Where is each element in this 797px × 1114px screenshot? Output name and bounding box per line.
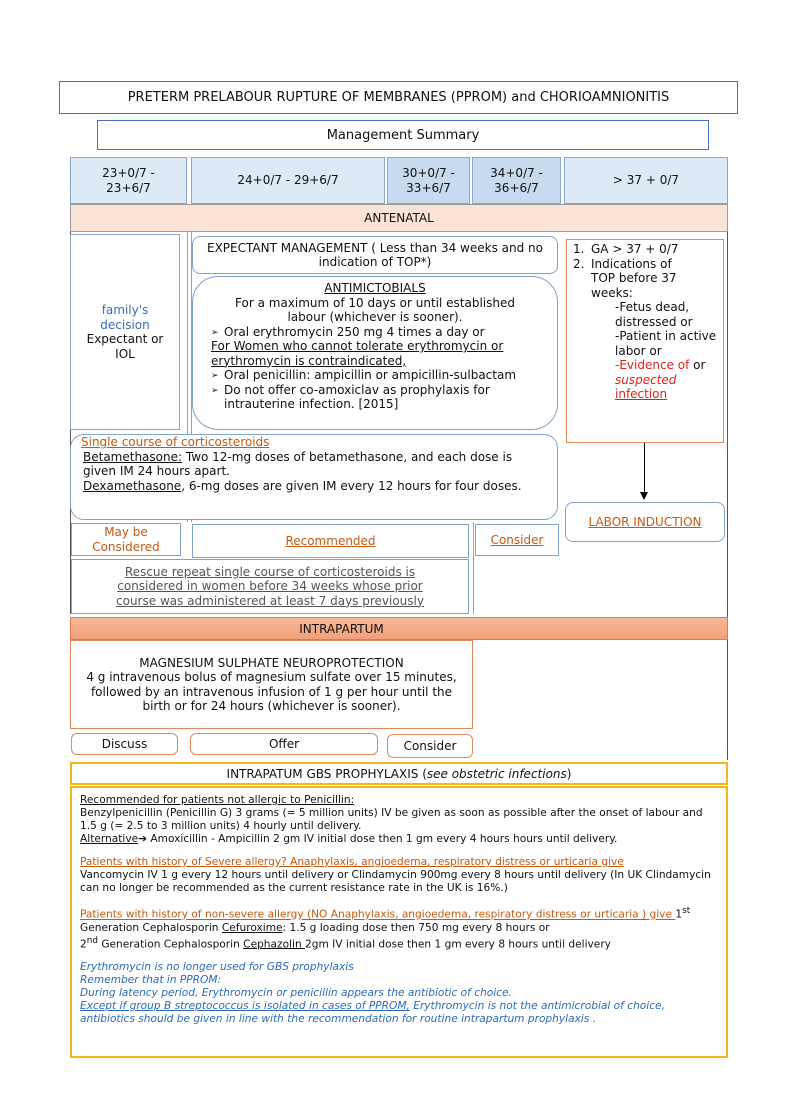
cephazolin-label: Cephazolin	[243, 938, 306, 951]
betamethasone-text: Two 12-mg doses of betamethasone, and each dose is given IM 24 hours apart.	[83, 449, 513, 478]
recommendation-discuss: Discuss	[71, 733, 178, 755]
gbs-non-allergic-text: Benzylpenicillin (Penicillin G) 3 grams (= 5 million units) IV be given as soon as possible after the onset of labour and 1.5 g (= 2.5 to 3 million units) 4 hourly until delivery.	[80, 807, 703, 832]
column-divider	[727, 640, 728, 760]
gbs-prophylaxis-body	[70, 786, 728, 1058]
ga-column-header-3: 30+0/7 - 33+6/7	[387, 157, 470, 204]
column-divider	[473, 522, 474, 614]
top-indication-subitem: -Fetus dead, distressed or	[615, 300, 693, 329]
corticosteroids-box	[70, 434, 558, 520]
top-indication-item: GA > 37 + 0/7	[591, 242, 679, 256]
gbs-severe-allergy-text: Vancomycin IV 1 g every 12 hours until delivery or Clindamycin 900mg every 8 hours until delivery (In UK Clindamycin can no longer be recommended as the current resistance rate in the UK is 16%.)	[80, 869, 711, 894]
labor-induction-box[interactable]	[565, 502, 725, 542]
gbs-note: Erythromycin is not the antimicrobial of choice, antibiotics should be given in line with the recommendation for routine intrapartum prophylaxis .	[80, 1000, 665, 1026]
gbs-non-severe-allergy-label: Patients with history of non-severe allergy (NO Anaphylaxis, angioedema, respiratory distress or urticaria ) give	[80, 908, 676, 921]
labor-induction-link[interactable]: LABOR INDUCTION	[588, 514, 702, 529]
family-decision-box	[70, 234, 180, 430]
expectant-or-iol-label: Expectant or IOL	[86, 332, 164, 361]
recommendation-offer: Offer	[190, 733, 378, 755]
ga-column-header-5: > 37 + 0/7	[564, 157, 728, 204]
gbs-notes-section	[80, 961, 718, 1026]
document-subtitle-text: Management Summary	[326, 127, 480, 143]
gbs-severe-allergy-section	[80, 856, 718, 895]
top-indications-box: 1. GA > 37 + 0/7 2. Indications of TOP before 37 weeks: -Fetus dead, distressed or -Patient in active labor or -Evidence of or suspected infection	[566, 239, 724, 443]
gbs-non-allergic-label: Recommended for patients not allergic to Penicillin:	[80, 794, 355, 806]
column-divider	[727, 204, 728, 624]
antimicrobial-item: ➢ Oral erythromycin 250 mg 4 times a day or	[211, 325, 547, 340]
antimicrobials-box	[192, 276, 558, 430]
gbs-non-severe-allergy-section: Patients with history of non-severe allergy (NO Anaphylaxis, angioedema, respiratory distress or urticaria ) give 1st Generation Cephalosporin Cefuroxime: 1.5 g loading dose then 750 mg every 8 hours or 2nd Generation Cephalosporin Cephazolin 2gm IV initial dose then 1 gm every 8 hours until delivery	[80, 906, 691, 951]
ga-column-header-2: 24+0/7 - 29+6/7	[191, 157, 385, 204]
antimicrobials-heading: ANTIMICTOBIALS	[324, 281, 426, 295]
magnesium-sulphate-box	[70, 640, 473, 729]
obstetric-infections-reference[interactable]: see obstetric infections	[426, 766, 567, 781]
antimicrobials-intro: For a maximum of 10 days or until established labour (whichever is sooner).	[235, 295, 515, 324]
gbs-severe-allergy-label: Patients with history of Severe allergy? Anaphylaxis, angioedema, respiratory distress or urticaria give	[80, 856, 624, 868]
gbs-non-allergic-section	[80, 794, 718, 846]
gbs-note: Except if group B streptococcus is isolated in cases of PPROM,	[80, 1000, 410, 1013]
recommendation-consider: Consider	[475, 524, 559, 556]
cefuroxime-label: Cefuroxime	[221, 921, 283, 934]
document-title	[59, 81, 738, 114]
intrapartum-section-header: INTRAPARTUM	[70, 617, 728, 640]
arrow-down-icon	[640, 492, 648, 500]
recommendation-may-be-considered: May be Considered	[71, 523, 181, 556]
magnesium-sulphate-heading: MAGNESIUM SULPHATE NEUROPROTECTION	[139, 655, 404, 670]
dexamethasone-text: , 6-mg doses are given IM every 12 hours for four doses.	[181, 478, 522, 493]
gbs-note: During latency period, Erythromycin or penicillin appears the antibiotic of choice.	[80, 987, 512, 1000]
magnesium-sulphate-text: 4 g intravenous bolus of magnesium sulfate over 15 minutes, followed by an intravenous infusion of 1 g per hour until the birth or for 24 hours (whichever is sooner).	[86, 670, 457, 713]
gbs-prophylaxis-header: INTRAPATUM GBS PROPHYLAXIS ( see obstetric infections )	[70, 762, 728, 785]
antimicrobial-alternative-note: For Women who cannot tolerate erythromycin or erythromycin is contraindicated,	[211, 339, 504, 368]
betamethasone-label: Betamethasone:	[83, 449, 183, 464]
recommendation-consider-intrapartum: Consider	[387, 734, 473, 758]
antimicrobial-item: ➢ Do not offer co-amoxiclav as prophylaxis for intrauterine infection. [2015]	[211, 383, 547, 412]
gbs-alternative-text: Amoxicillin - Ampicillin 2 gm IV initial dose then 1 gm every 4 hours hours until delivery.	[147, 833, 618, 845]
top-indication-item: Indications of TOP before 37 weeks:	[591, 256, 677, 300]
arrow-right-icon: ➔	[138, 833, 148, 845]
gbs-alternative-label: Alternative	[80, 833, 139, 845]
gbs-note: Remember that in PPROM:	[80, 974, 222, 987]
top-indication-subitem-infection: -Evidence of or suspected infection	[615, 358, 706, 401]
antimicrobial-item: ➢ Oral penicillin: ampicillin or ampicillin-sulbactam	[211, 368, 547, 383]
rescue-course-box: Rescue repeat single course of corticosteroids is considered in women before 34 weeks whose prior course was administered at least 7 days previously	[71, 559, 469, 614]
document-title-text: PRETERM PRELABOUR RUPTURE OF MEMBRANES (PPROM) and CHORIOAMNIONITIS	[127, 90, 670, 105]
corticosteroids-heading: Single course of corticosteroids	[81, 435, 270, 449]
ga-column-header-1: 23+0/7 - 23+6/7	[70, 157, 187, 204]
gbs-note: Erythromycin is no longer used for GBS prophylaxis	[80, 961, 354, 974]
family-decision-label: family's decision	[100, 303, 150, 332]
ga-column-header-4: 34+0/7 - 36+6/7	[472, 157, 561, 204]
expectant-management-box: EXPECTANT MANAGEMENT ( Less than 34 weeks and no indication of TOP*)	[192, 236, 558, 274]
document-subtitle	[97, 120, 709, 150]
arrow-line	[644, 443, 645, 493]
recommendation-recommended: Recommended	[192, 524, 469, 558]
top-indication-subitem: -Patient in active labor or	[615, 329, 717, 358]
antenatal-section-header: ANTENATAL	[70, 204, 728, 232]
dexamethasone-label: Dexamethasone	[83, 478, 182, 493]
